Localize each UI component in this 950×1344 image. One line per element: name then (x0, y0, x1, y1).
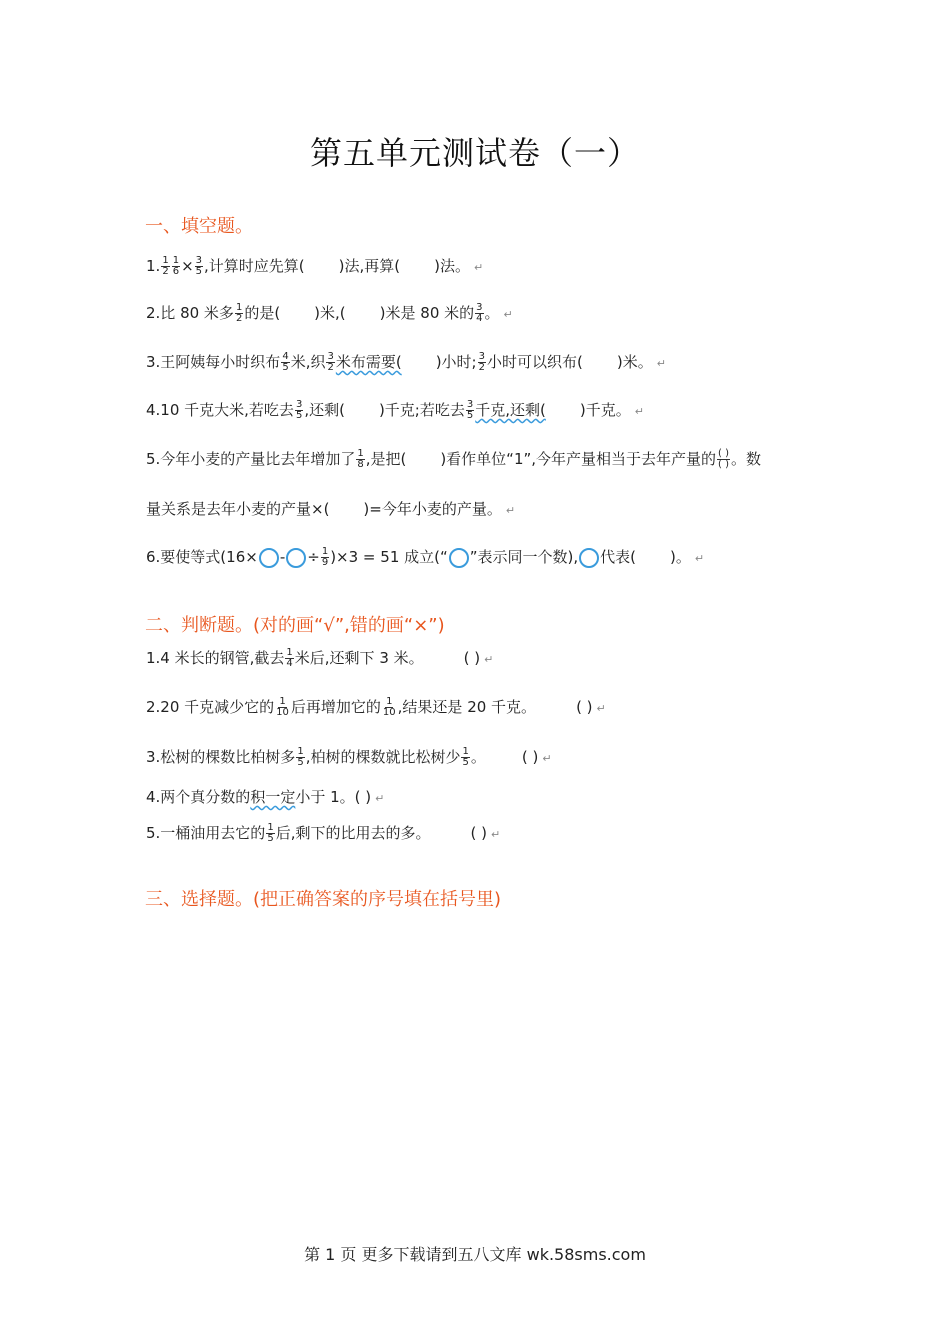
q3-text: )米。 (616, 353, 653, 371)
j3-text: ,柏树的棵数就比松树少 (305, 748, 461, 766)
denominator: 2 (327, 362, 334, 373)
return-mark-icon: ↵ (634, 405, 644, 418)
return-mark-icon: ↵ (505, 504, 516, 517)
denominator: 5 (267, 833, 274, 844)
numerator: 3 (466, 399, 474, 410)
numerator: 1 (297, 746, 304, 757)
denominator: ( ) (718, 459, 730, 470)
j1-text: 米后,还剩下 3 米。 (294, 649, 424, 667)
question-6 (146, 546, 704, 570)
denominator: 6 (172, 266, 180, 277)
answer-paren: ( ) (521, 748, 539, 766)
j2-text: 后再增加它的 (290, 698, 381, 716)
q6-text: 代表( (600, 548, 637, 566)
circle-icon (449, 548, 469, 568)
return-mark-icon: ↵ (656, 357, 666, 370)
q3-text: 小时可以织布( (486, 353, 583, 371)
denominator: 2 (162, 266, 169, 277)
page-footer: 第 1 页 更多下载请到五八文库 wk.58sms.com (304, 1245, 646, 1264)
q6-text: - (279, 548, 286, 566)
circle-icon (259, 548, 279, 568)
q5-text: 5.今年小麦的产量比去年增加了 (146, 450, 356, 468)
q1-number: 1. (146, 257, 161, 275)
q6-text: ÷ (307, 548, 320, 566)
numerator: 4 (282, 351, 289, 362)
denominator: 5 (466, 410, 474, 421)
j2-text: ,结果还是 20 千克。 (397, 698, 537, 716)
judge-4 (146, 786, 384, 810)
return-mark-icon: ↵ (473, 261, 484, 274)
denominator: 10 (382, 707, 396, 718)
return-mark-icon: ↵ (484, 653, 494, 666)
j1-text: 1.4 米长的钢管,截去 (146, 649, 285, 667)
fraction (281, 352, 289, 373)
fraction (266, 823, 274, 844)
question-1 (146, 255, 483, 279)
j2-text: 2.20 千克减少它的 (146, 698, 275, 716)
question-2 (146, 302, 513, 326)
fraction (475, 303, 483, 324)
q5-text: 量关系是去年小麦的产量×( (146, 500, 330, 518)
question-4 (146, 399, 644, 423)
q3-text: 米布需要( (335, 353, 402, 371)
q4-text: 千克,还剩( (475, 401, 546, 419)
fraction (321, 547, 329, 568)
q6-text: ”表示同一个数), (469, 548, 579, 566)
numerator: 1 (462, 746, 469, 757)
q3-text: 3.王阿姨每小时织布 (146, 353, 281, 371)
numerator: ( ) (718, 448, 730, 459)
circle-icon (579, 548, 599, 568)
q3-text: )小时; (435, 353, 477, 371)
q1-text: )法,再算( (338, 257, 401, 275)
return-mark-icon: ↵ (375, 792, 385, 805)
q6-text: )×3 = 51 成立(“ (330, 548, 448, 566)
judge-3 (146, 746, 552, 770)
fraction (295, 400, 303, 421)
fraction (478, 352, 486, 373)
fraction (461, 747, 469, 768)
return-mark-icon: ↵ (490, 828, 501, 841)
section-true-false-heading: 二、判断题。(对的画“√”,错的画“×”) (145, 615, 445, 636)
q5-text: )看作单位“1”,今年产量相当于去年产量的 (440, 450, 717, 468)
fraction (275, 697, 290, 718)
numerator: 3 (195, 255, 203, 266)
circle-icon (286, 548, 306, 568)
denominator: 10 (276, 707, 289, 718)
fraction (235, 303, 243, 324)
denominator: 5 (297, 757, 304, 768)
j5-text: 后,剩下的比用去的多。 (275, 824, 431, 842)
q5-text: )=今年小麦的产量。 (363, 500, 502, 518)
section-multiple-choice-heading: 三、选择题。(把正确答案的序号填在括号里) (145, 889, 502, 910)
section-fill-in-heading: 一、填空题。 (145, 216, 253, 237)
q2-text: 。 (484, 304, 500, 322)
return-mark-icon: ↵ (503, 308, 513, 321)
q6-text: 6.要使等式(16× (146, 548, 258, 566)
j5-text: 5.一桶油用去它的 (146, 824, 266, 842)
answer-paren: ( ) (576, 698, 593, 716)
denominator: 5 (295, 410, 303, 421)
numerator: 3 (295, 399, 303, 410)
numerator: 3 (476, 302, 483, 313)
q2-text: )米是 80 米的 (379, 304, 475, 322)
answer-paren: ( ) (463, 649, 481, 667)
j3-text: 3.松树的棵数比柏树多 (146, 748, 296, 766)
fraction (172, 256, 180, 277)
question-5-continued (146, 498, 515, 522)
q4-text: 4.10 千克大米,若吃去 (146, 401, 294, 419)
fraction (326, 352, 334, 373)
answer-paren: ( ) (470, 824, 487, 842)
numerator: 1 (235, 302, 243, 313)
fraction (161, 256, 169, 277)
numerator: 1 (172, 255, 180, 266)
denominator: 2 (478, 362, 485, 373)
numerator: 1 (267, 822, 274, 833)
times-sign: × (181, 257, 194, 275)
j4-text: 积一定 (250, 788, 296, 806)
q2-text: 的是( (244, 304, 281, 322)
fraction (195, 256, 203, 277)
question-3 (146, 351, 666, 375)
judge-1 (146, 647, 493, 671)
numerator: 1 (286, 647, 293, 658)
q4-text: )千克;若吃去 (378, 401, 465, 419)
q4-text: )千克。 (579, 401, 631, 419)
numerator: 3 (478, 351, 485, 362)
denominator: 4 (286, 658, 293, 669)
j4-text: 4.两个真分数的 (146, 788, 251, 806)
fraction (717, 449, 730, 470)
q2-text: 2.比 80 米多 (146, 304, 234, 322)
q4-text: ,还剩( (304, 401, 345, 419)
question-5 (146, 448, 761, 470)
j4-text: 小于 1。( ) (295, 788, 372, 806)
fraction (356, 449, 364, 470)
q5-text: ,是把( (365, 450, 407, 468)
judge-2 (146, 696, 606, 720)
q6-text: )。 (670, 548, 691, 566)
denominator: 5 (282, 362, 289, 373)
denominator: 5 (195, 266, 203, 277)
q3-text: 米,织 (290, 353, 326, 371)
denominator: 8 (357, 459, 364, 470)
return-mark-icon: ↵ (694, 552, 705, 565)
fraction (296, 747, 304, 768)
denominator: 5 (462, 757, 469, 768)
q5-text: 。数 (731, 450, 762, 468)
fraction (285, 648, 293, 669)
denominator: 4 (476, 313, 483, 324)
numerator: 1 (279, 696, 286, 707)
denominator: 9 (321, 557, 329, 568)
numerator: 1 (386, 696, 393, 707)
return-mark-icon: ↵ (596, 702, 606, 715)
q1-text: ,计算时应先算( (204, 257, 305, 275)
j3-text: 。 (470, 748, 486, 766)
numerator: 1 (357, 448, 364, 459)
numerator: 3 (327, 351, 334, 362)
numerator: 1 (162, 255, 169, 266)
numerator: 1 (321, 546, 329, 557)
fraction (466, 400, 474, 421)
page-title: 第五单元测试卷（一） (309, 134, 640, 172)
fraction (382, 697, 397, 718)
judge-5 (146, 822, 500, 846)
denominator: 2 (235, 313, 243, 324)
return-mark-icon: ↵ (542, 752, 552, 765)
q2-text: )米,( (314, 304, 346, 322)
q1-text: )法。 (434, 257, 470, 275)
